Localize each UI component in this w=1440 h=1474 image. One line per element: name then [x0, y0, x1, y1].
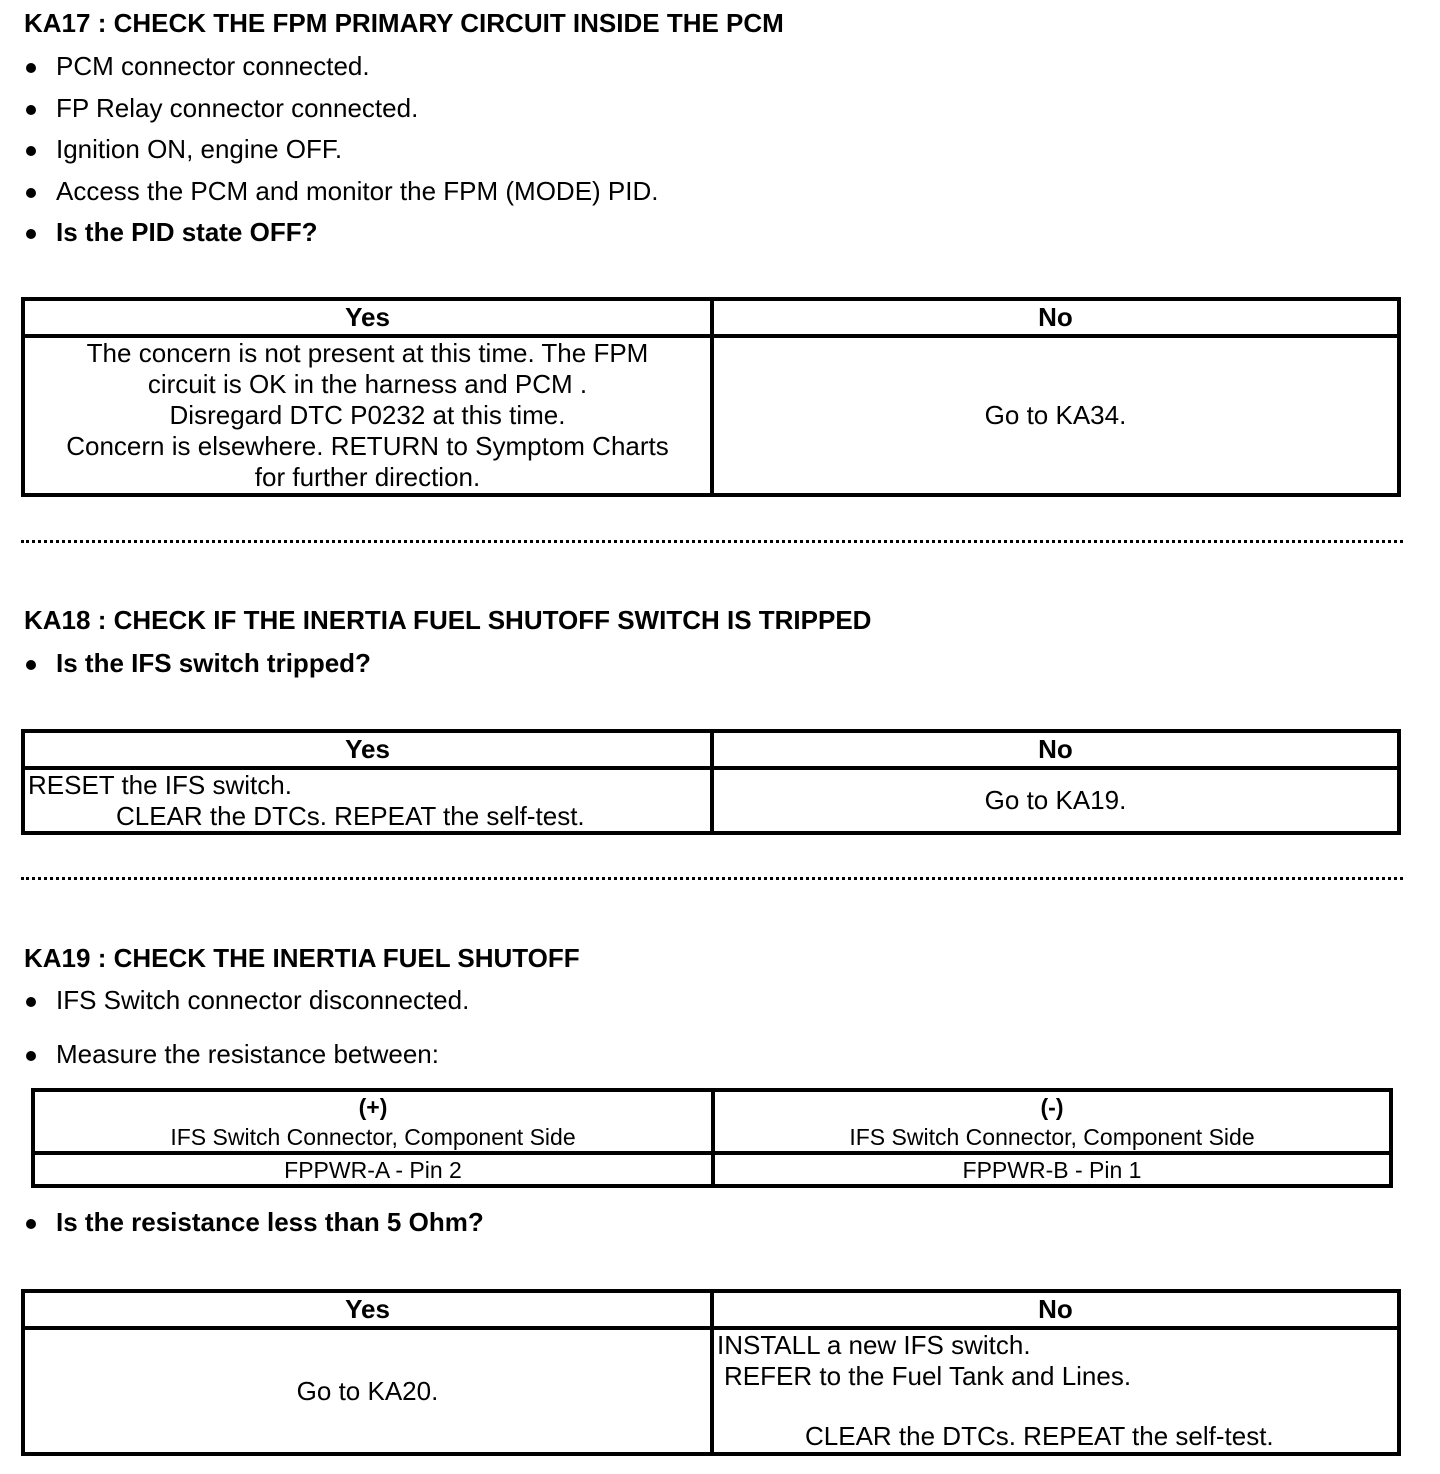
ka19-heading: KA19 : CHECK THE INERTIA FUEL SHUTOFF — [24, 943, 580, 973]
bullet-icon — [26, 105, 36, 115]
ka18-no-header: No — [1038, 734, 1073, 764]
section-divider — [21, 540, 1403, 543]
ka19-minus-pin: FPPWR-B - Pin 1 — [962, 1156, 1142, 1183]
ka18-no-cell: Go to KA19. — [984, 785, 1127, 815]
ka17-yes-cell: The concern is not present at this time. The FPM circuit is OK in the harness and PCM . Disregard DTC P0232 at this time. Concern is elsewhere. RETURN to Symptom Charts for further direction. — [66, 338, 669, 492]
bullet-icon — [26, 229, 36, 239]
ka17-no-cell: Go to KA34. — [984, 400, 1127, 430]
ka19-plus-header: (+) IFS Switch Connector, Component Side — [170, 1093, 576, 1150]
bullet-icon — [26, 660, 36, 670]
bullet-icon — [26, 188, 36, 198]
bullet-icon — [26, 997, 36, 1007]
ka19-yes-header: Yes — [345, 1294, 390, 1324]
bullet-icon — [26, 146, 36, 156]
ka17-result-table — [21, 297, 1401, 497]
ka19-no-cell: INSTALL a new IFS switch. REFER to the Fuel Tank and Lines. CLEAR the DTCs. REPEAT the self-test. — [717, 1330, 1274, 1451]
ka18-yes-cell: RESET the IFS switch. CLEAR the DTCs. REPEAT the self-test. — [28, 770, 585, 831]
ka19-no-header: No — [1038, 1294, 1073, 1324]
ka19-yes-cell: Go to KA20. — [296, 1375, 439, 1406]
ka19-minus-header: (-) IFS Switch Connector, Component Side — [849, 1093, 1255, 1150]
ka18-yes-header: Yes — [345, 734, 390, 764]
ka18-result-table — [21, 729, 1401, 835]
bullet-icon — [26, 63, 36, 73]
ka17-yes-header: Yes — [345, 302, 390, 332]
bullet-icon — [26, 1219, 36, 1229]
ka18-heading: KA18 : CHECK IF THE INERTIA FUEL SHUTOFF SWITCH IS TRIPPED — [24, 605, 872, 635]
ka19-result-table — [21, 1289, 1401, 1456]
bullet-icon — [26, 1051, 36, 1061]
section-divider — [21, 877, 1403, 880]
ka17-no-header: No — [1038, 302, 1073, 332]
ka17-heading: KA17 : CHECK THE FPM PRIMARY CIRCUIT INSIDE THE PCM — [24, 8, 784, 38]
ka19-measure-table — [31, 1088, 1393, 1188]
ka19-plus-pin: FPPWR-A - Pin 2 — [284, 1156, 462, 1183]
